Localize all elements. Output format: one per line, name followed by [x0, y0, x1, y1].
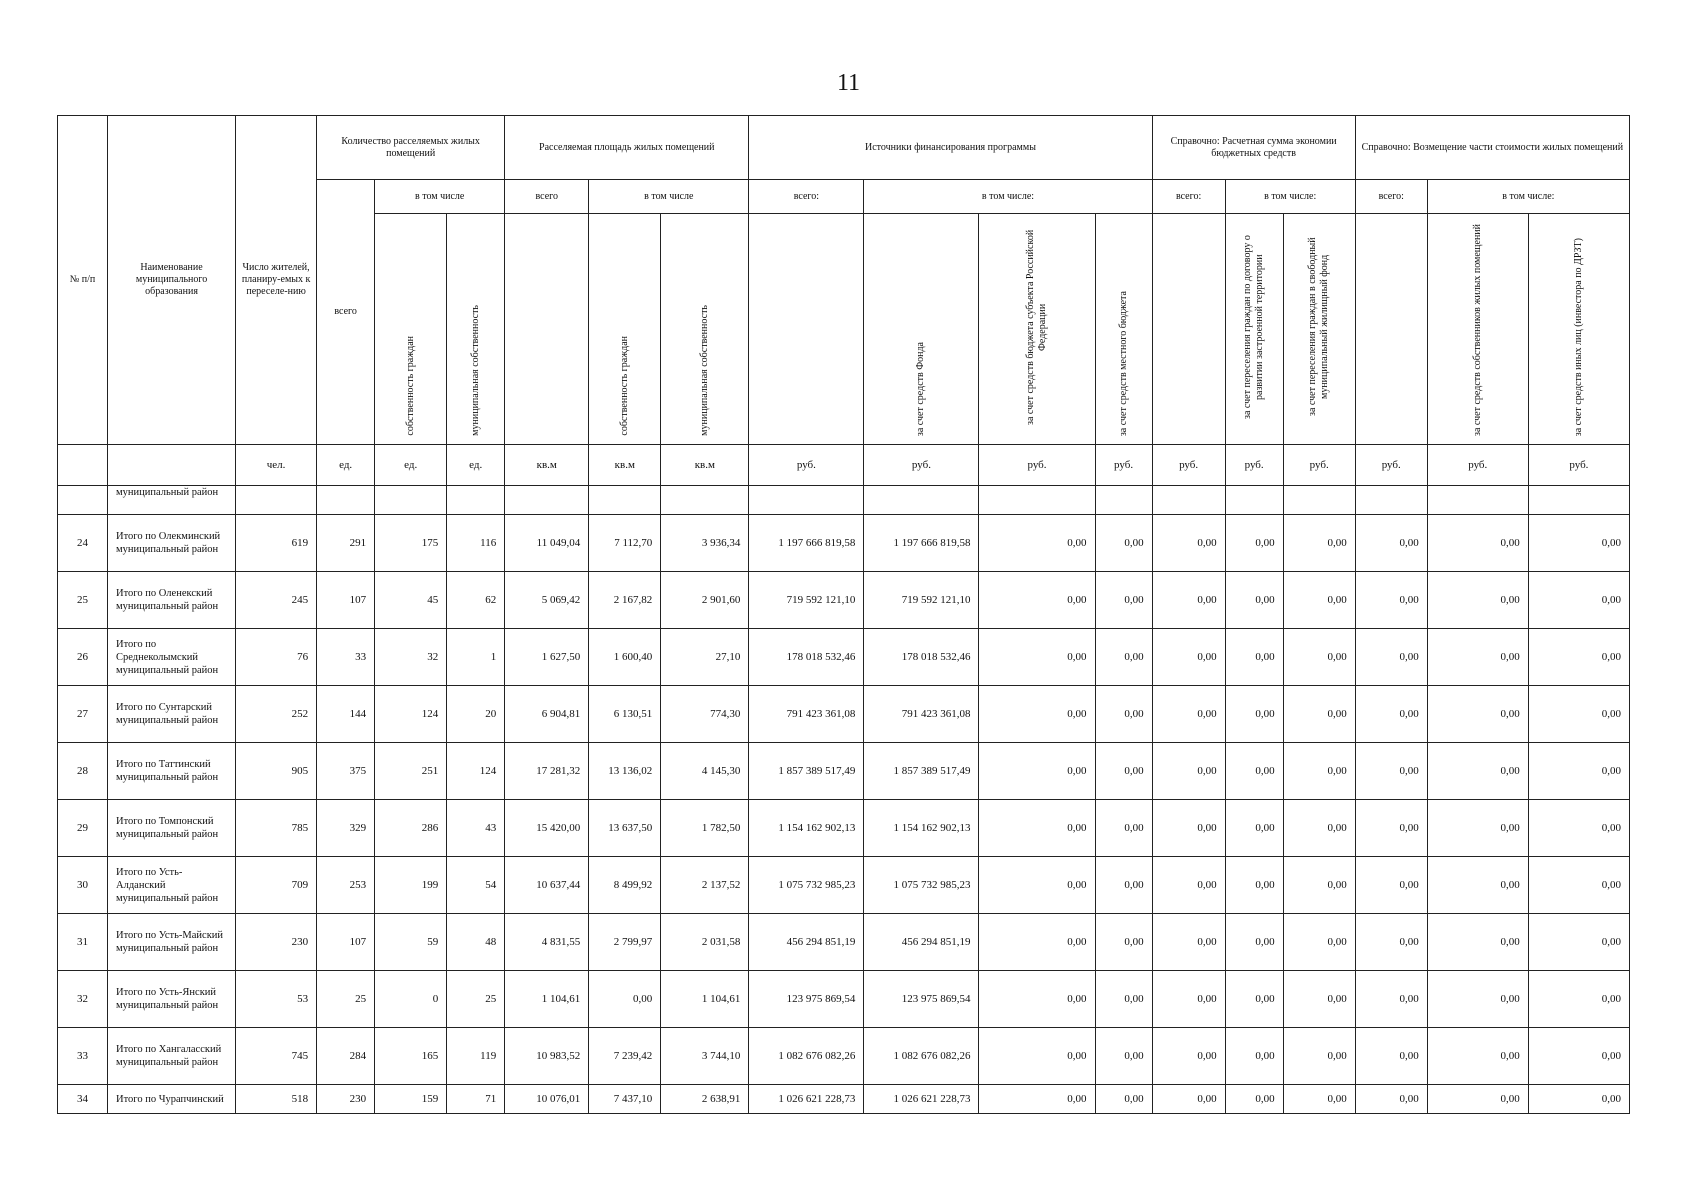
- value-cell: 0,00: [589, 971, 661, 1028]
- finance-incl-header: в том числе:: [864, 180, 1152, 214]
- value-cell: 1 782,50: [661, 800, 749, 857]
- value-cell: 774,30: [661, 686, 749, 743]
- value-cell: 0,00: [1355, 800, 1427, 857]
- value-cell: 456 294 851,19: [864, 914, 979, 971]
- unit-cell: руб.: [1225, 445, 1283, 486]
- value-cell: 0,00: [1152, 572, 1225, 629]
- value-cell: 0,00: [1427, 1085, 1528, 1114]
- row-number: 34: [58, 1085, 108, 1114]
- value-cell: 1 026 621 228,73: [749, 1085, 864, 1114]
- value-cell: 0,00: [1225, 857, 1283, 914]
- value-cell: 0,00: [1528, 1085, 1629, 1114]
- value-cell: 0,00: [1283, 515, 1355, 572]
- value-cell: 0,00: [1283, 743, 1355, 800]
- value-cell: 0,00: [1095, 914, 1152, 971]
- value-cell: 27,10: [661, 629, 749, 686]
- value-cell: 10 983,52: [505, 1028, 589, 1085]
- value-cell: 0,00: [1225, 629, 1283, 686]
- value-cell: 7 437,10: [589, 1085, 661, 1114]
- value-cell: 0,00: [1152, 629, 1225, 686]
- table-row: [58, 1085, 1630, 1114]
- area-municipal-header: муниципальная собственность: [661, 214, 749, 445]
- value-cell: 619: [236, 515, 317, 572]
- value-cell: 0,00: [1283, 1028, 1355, 1085]
- savings-contract-header: за счет переселения граждан по договору о развитии застроенной территории: [1225, 214, 1283, 445]
- value-cell: 1 075 732 985,23: [864, 857, 979, 914]
- unit-cell: руб.: [1355, 445, 1427, 486]
- value-cell: 15 420,00: [505, 800, 589, 857]
- value-cell: 1 075 732 985,23: [749, 857, 864, 914]
- value-cell: 0,00: [1528, 914, 1629, 971]
- value-cell: 791 423 361,08: [864, 686, 979, 743]
- municipality-name: Итого по Томпонский муниципальный район: [108, 800, 236, 857]
- count-total-header: всего: [317, 180, 375, 445]
- value-cell: 3 744,10: [661, 1028, 749, 1085]
- municipality-name: Итого по Чурапчинский: [108, 1085, 236, 1114]
- value-cell: 0,00: [1152, 1085, 1225, 1114]
- value-cell: 0,00: [1152, 1028, 1225, 1085]
- value-cell: 5 069,42: [505, 572, 589, 629]
- area-total-cell: [505, 214, 589, 445]
- municipality-name: Итого по Оленекский муниципальный район: [108, 572, 236, 629]
- value-cell: 0,00: [1095, 1028, 1152, 1085]
- value-cell: 0,00: [979, 800, 1095, 857]
- value-cell: 0,00: [1355, 971, 1427, 1028]
- finance-total-cell: [749, 214, 864, 445]
- value-cell: 0,00: [1528, 629, 1629, 686]
- value-cell: 33: [317, 629, 375, 686]
- group-area-header: Расселяемая площадь жилых помещений: [505, 116, 749, 180]
- value-cell: 0,00: [1225, 914, 1283, 971]
- value-cell: 0,00: [1283, 572, 1355, 629]
- group-reimb-header: Справочно: Возмещение части стоимости жилых помещений: [1355, 116, 1629, 180]
- value-cell: 48: [447, 914, 505, 971]
- value-cell: 1 082 676 082,26: [864, 1028, 979, 1085]
- value-cell: 0,00: [1427, 743, 1528, 800]
- value-cell: 0,00: [1095, 971, 1152, 1028]
- value-cell: 159: [375, 1085, 447, 1114]
- value-cell: 13 136,02: [589, 743, 661, 800]
- value-cell: 2 137,52: [661, 857, 749, 914]
- value-cell: 230: [317, 1085, 375, 1114]
- row-number: 25: [58, 572, 108, 629]
- table-row: [58, 1028, 1630, 1085]
- value-cell: 0: [375, 971, 447, 1028]
- table-row: [58, 971, 1630, 1028]
- value-cell: 0,00: [1095, 1085, 1152, 1114]
- savings-fund-header: за счет переселения граждан в свободный муниципальный жилищный фонд: [1283, 214, 1355, 445]
- area-incl-header: в том числе: [589, 180, 749, 214]
- value-cell: 0,00: [1095, 686, 1152, 743]
- value-cell: 0,00: [1427, 629, 1528, 686]
- value-cell: 0,00: [1427, 800, 1528, 857]
- count-municipal-header: муниципальная собственность: [447, 214, 505, 445]
- municipality-name: Итого по Таттинский муниципальный район: [108, 743, 236, 800]
- value-cell: 0,00: [1225, 743, 1283, 800]
- value-cell: 245: [236, 572, 317, 629]
- value-cell: 144: [317, 686, 375, 743]
- value-cell: 0,00: [1528, 686, 1629, 743]
- table-row: [58, 857, 1630, 914]
- value-cell: 1 600,40: [589, 629, 661, 686]
- value-cell: 284: [317, 1028, 375, 1085]
- value-cell: 0,00: [979, 686, 1095, 743]
- value-cell: 20: [447, 686, 505, 743]
- value-cell: 0,00: [1283, 800, 1355, 857]
- reimb-owners-header: за счет средств собственников жилых помещений: [1427, 214, 1528, 445]
- value-cell: 0,00: [979, 743, 1095, 800]
- resettlement-table-container: [57, 115, 1630, 1114]
- row-number: 32: [58, 971, 108, 1028]
- value-cell: 116: [447, 515, 505, 572]
- units-row: [58, 445, 1630, 486]
- value-cell: 0,00: [1427, 515, 1528, 572]
- value-cell: 0,00: [1225, 800, 1283, 857]
- value-cell: 2 638,91: [661, 1085, 749, 1114]
- value-cell: 0,00: [1095, 857, 1152, 914]
- reimb-incl-header: в том числе:: [1427, 180, 1629, 214]
- row-number: 26: [58, 629, 108, 686]
- finance-local-header: за счет средств местного бюджета: [1095, 214, 1152, 445]
- municipality-name: Итого по Усть-Алданский муниципальный район: [108, 857, 236, 914]
- col-num-header: № п/п: [58, 116, 108, 445]
- row-number: 24: [58, 515, 108, 572]
- continuation-name: муниципальный район: [108, 486, 236, 515]
- value-cell: 0,00: [1427, 857, 1528, 914]
- value-cell: 251: [375, 743, 447, 800]
- value-cell: 0,00: [1355, 1028, 1427, 1085]
- value-cell: 518: [236, 1085, 317, 1114]
- unit-cell: кв.м: [589, 445, 661, 486]
- group-savings-header: Справочно: Расчетная сумма экономии бюджетных средств: [1152, 116, 1355, 180]
- value-cell: 0,00: [1152, 971, 1225, 1028]
- value-cell: 0,00: [979, 629, 1095, 686]
- value-cell: 123 975 869,54: [749, 971, 864, 1028]
- reimb-total-cell: [1355, 214, 1427, 445]
- value-cell: 0,00: [1427, 971, 1528, 1028]
- savings-total-cell: [1152, 214, 1225, 445]
- value-cell: 456 294 851,19: [749, 914, 864, 971]
- unit-cell: руб.: [864, 445, 979, 486]
- value-cell: 0,00: [1152, 515, 1225, 572]
- value-cell: 1 857 389 517,49: [864, 743, 979, 800]
- municipality-name: Итого по Сунтарский муниципальный район: [108, 686, 236, 743]
- table-row: [58, 515, 1630, 572]
- value-cell: 0,00: [1427, 1028, 1528, 1085]
- value-cell: 71: [447, 1085, 505, 1114]
- municipality-name: Итого по Усть-Янский муниципальный район: [108, 971, 236, 1028]
- value-cell: 0,00: [1095, 515, 1152, 572]
- value-cell: 0,00: [1355, 572, 1427, 629]
- value-cell: 0,00: [1355, 1085, 1427, 1114]
- reimb-investor-header: за счет средств иных лиц (инвестора по ДРЗТ): [1528, 214, 1629, 445]
- value-cell: 1 104,61: [661, 971, 749, 1028]
- value-cell: 25: [447, 971, 505, 1028]
- value-cell: 8 499,92: [589, 857, 661, 914]
- unit-cell: руб.: [749, 445, 864, 486]
- value-cell: 53: [236, 971, 317, 1028]
- value-cell: 253: [317, 857, 375, 914]
- table-row: [58, 572, 1630, 629]
- value-cell: 1 082 676 082,26: [749, 1028, 864, 1085]
- value-cell: 0,00: [979, 515, 1095, 572]
- value-cell: 3 936,34: [661, 515, 749, 572]
- value-cell: 0,00: [1152, 914, 1225, 971]
- table-body: [58, 486, 1630, 1114]
- value-cell: 32: [375, 629, 447, 686]
- value-cell: 0,00: [1225, 515, 1283, 572]
- value-cell: 2 799,97: [589, 914, 661, 971]
- value-cell: 0,00: [979, 857, 1095, 914]
- row-number: 28: [58, 743, 108, 800]
- value-cell: 54: [447, 857, 505, 914]
- value-cell: 178 018 532,46: [749, 629, 864, 686]
- municipality-name: Итого по Хангаласский муниципальный район: [108, 1028, 236, 1085]
- page-number: 11: [836, 70, 861, 96]
- savings-total-header: всего:: [1152, 180, 1225, 214]
- value-cell: 4 831,55: [505, 914, 589, 971]
- value-cell: 0,00: [1283, 1085, 1355, 1114]
- count-incl-header: в том числе: [375, 180, 505, 214]
- value-cell: 0,00: [1095, 743, 1152, 800]
- unit-cell: ед.: [375, 445, 447, 486]
- value-cell: 2 167,82: [589, 572, 661, 629]
- value-cell: 1 627,50: [505, 629, 589, 686]
- unit-cell: кв.м: [661, 445, 749, 486]
- value-cell: 0,00: [979, 971, 1095, 1028]
- unit-cell: ед.: [317, 445, 375, 486]
- value-cell: 165: [375, 1028, 447, 1085]
- value-cell: 11 049,04: [505, 515, 589, 572]
- value-cell: 1 026 621 228,73: [864, 1085, 979, 1114]
- value-cell: 123 975 869,54: [864, 971, 979, 1028]
- unit-cell: руб.: [1427, 445, 1528, 486]
- value-cell: 0,00: [1427, 914, 1528, 971]
- value-cell: 13 637,50: [589, 800, 661, 857]
- value-cell: 76: [236, 629, 317, 686]
- value-cell: 230: [236, 914, 317, 971]
- unit-cell: чел.: [236, 445, 317, 486]
- count-own-header: собственность граждан: [375, 214, 447, 445]
- value-cell: 719 592 121,10: [749, 572, 864, 629]
- value-cell: 0,00: [1095, 629, 1152, 686]
- value-cell: 0,00: [1152, 743, 1225, 800]
- value-cell: 0,00: [1355, 857, 1427, 914]
- value-cell: 45: [375, 572, 447, 629]
- unit-cell: кв.м: [505, 445, 589, 486]
- col-name-header: Наименование муниципального образования: [108, 116, 236, 445]
- value-cell: 0,00: [1355, 686, 1427, 743]
- finance-subject-header: за счет средств бюджета субъекта Российской Федерации: [979, 214, 1095, 445]
- table-row: [58, 800, 1630, 857]
- finance-total-header: всего:: [749, 180, 864, 214]
- value-cell: 6 130,51: [589, 686, 661, 743]
- resettlement-table: [57, 115, 1630, 1114]
- col-residents-header: Число жителей, планиру-емых к переселе-нию: [236, 116, 317, 445]
- value-cell: 0,00: [1225, 572, 1283, 629]
- value-cell: 2 901,60: [661, 572, 749, 629]
- unit-cell: ед.: [447, 445, 505, 486]
- value-cell: 7 239,42: [589, 1028, 661, 1085]
- value-cell: 10 637,44: [505, 857, 589, 914]
- value-cell: 107: [317, 572, 375, 629]
- value-cell: 0,00: [1152, 686, 1225, 743]
- municipality-name: Итого по Усть-Майский муниципальный район: [108, 914, 236, 971]
- row-number: 27: [58, 686, 108, 743]
- value-cell: 62: [447, 572, 505, 629]
- value-cell: 0,00: [1152, 800, 1225, 857]
- value-cell: 1 154 162 902,13: [749, 800, 864, 857]
- value-cell: 0,00: [979, 1028, 1095, 1085]
- value-cell: 252: [236, 686, 317, 743]
- value-cell: 1 857 389 517,49: [749, 743, 864, 800]
- continuation-row: [58, 486, 1630, 515]
- value-cell: 0,00: [1283, 914, 1355, 971]
- value-cell: 124: [447, 743, 505, 800]
- value-cell: 0,00: [1355, 743, 1427, 800]
- value-cell: 1 154 162 902,13: [864, 800, 979, 857]
- value-cell: 0,00: [1355, 515, 1427, 572]
- value-cell: 0,00: [1283, 971, 1355, 1028]
- value-cell: 7 112,70: [589, 515, 661, 572]
- unit-cell: руб.: [1152, 445, 1225, 486]
- value-cell: 124: [375, 686, 447, 743]
- value-cell: 0,00: [1225, 686, 1283, 743]
- value-cell: 791 423 361,08: [749, 686, 864, 743]
- value-cell: 719 592 121,10: [864, 572, 979, 629]
- unit-cell: руб.: [1095, 445, 1152, 486]
- value-cell: 17 281,32: [505, 743, 589, 800]
- value-cell: 0,00: [1528, 857, 1629, 914]
- reimb-total-header: всего:: [1355, 180, 1427, 214]
- row-number: 29: [58, 800, 108, 857]
- value-cell: 0,00: [1225, 1085, 1283, 1114]
- value-cell: 709: [236, 857, 317, 914]
- value-cell: 1 197 666 819,58: [864, 515, 979, 572]
- value-cell: 2 031,58: [661, 914, 749, 971]
- value-cell: 0,00: [979, 914, 1095, 971]
- row-number: 31: [58, 914, 108, 971]
- area-own-header: собственность граждан: [589, 214, 661, 445]
- value-cell: 119: [447, 1028, 505, 1085]
- value-cell: 745: [236, 1028, 317, 1085]
- value-cell: 0,00: [1095, 800, 1152, 857]
- group-finance-header: Источники финансирования программы: [749, 116, 1152, 180]
- table-row: [58, 629, 1630, 686]
- value-cell: 0,00: [1528, 800, 1629, 857]
- unit-cell: руб.: [1283, 445, 1355, 486]
- finance-fund-header: за счет средств Фонда: [864, 214, 979, 445]
- unit-cell: руб.: [979, 445, 1095, 486]
- value-cell: 291: [317, 515, 375, 572]
- value-cell: 0,00: [979, 1085, 1095, 1114]
- value-cell: 1 104,61: [505, 971, 589, 1028]
- municipality-name: Итого по Олекминский муниципальный район: [108, 515, 236, 572]
- row-number: 33: [58, 1028, 108, 1085]
- table-row: [58, 914, 1630, 971]
- table-row: [58, 686, 1630, 743]
- value-cell: 178 018 532,46: [864, 629, 979, 686]
- value-cell: 199: [375, 857, 447, 914]
- group-count-header: Количество расселяемых жилых помещений: [317, 116, 505, 180]
- value-cell: 905: [236, 743, 317, 800]
- value-cell: 0,00: [1528, 1028, 1629, 1085]
- value-cell: 785: [236, 800, 317, 857]
- value-cell: 0,00: [1427, 686, 1528, 743]
- value-cell: 0,00: [1528, 515, 1629, 572]
- value-cell: 0,00: [1225, 1028, 1283, 1085]
- savings-incl-header: в том числе:: [1225, 180, 1355, 214]
- value-cell: 286: [375, 800, 447, 857]
- value-cell: 0,00: [1283, 857, 1355, 914]
- value-cell: 0,00: [1283, 629, 1355, 686]
- value-cell: 0,00: [1355, 914, 1427, 971]
- value-cell: 0,00: [1095, 572, 1152, 629]
- value-cell: 0,00: [979, 572, 1095, 629]
- table-row: [58, 743, 1630, 800]
- row-number: 30: [58, 857, 108, 914]
- value-cell: 1: [447, 629, 505, 686]
- value-cell: 0,00: [1355, 629, 1427, 686]
- value-cell: 107: [317, 914, 375, 971]
- area-total-header: всего: [505, 180, 589, 214]
- value-cell: 0,00: [1283, 686, 1355, 743]
- value-cell: 59: [375, 914, 447, 971]
- value-cell: 10 076,01: [505, 1085, 589, 1114]
- value-cell: 1 197 666 819,58: [749, 515, 864, 572]
- value-cell: 0,00: [1427, 572, 1528, 629]
- value-cell: 0,00: [1152, 857, 1225, 914]
- municipality-name: Итого по Среднеколымский муниципальный район: [108, 629, 236, 686]
- value-cell: 4 145,30: [661, 743, 749, 800]
- value-cell: 175: [375, 515, 447, 572]
- value-cell: 0,00: [1528, 572, 1629, 629]
- value-cell: 6 904,81: [505, 686, 589, 743]
- value-cell: 0,00: [1528, 743, 1629, 800]
- value-cell: 375: [317, 743, 375, 800]
- value-cell: 25: [317, 971, 375, 1028]
- value-cell: 43: [447, 800, 505, 857]
- value-cell: 0,00: [1225, 971, 1283, 1028]
- unit-cell: руб.: [1528, 445, 1629, 486]
- value-cell: 329: [317, 800, 375, 857]
- value-cell: 0,00: [1528, 971, 1629, 1028]
